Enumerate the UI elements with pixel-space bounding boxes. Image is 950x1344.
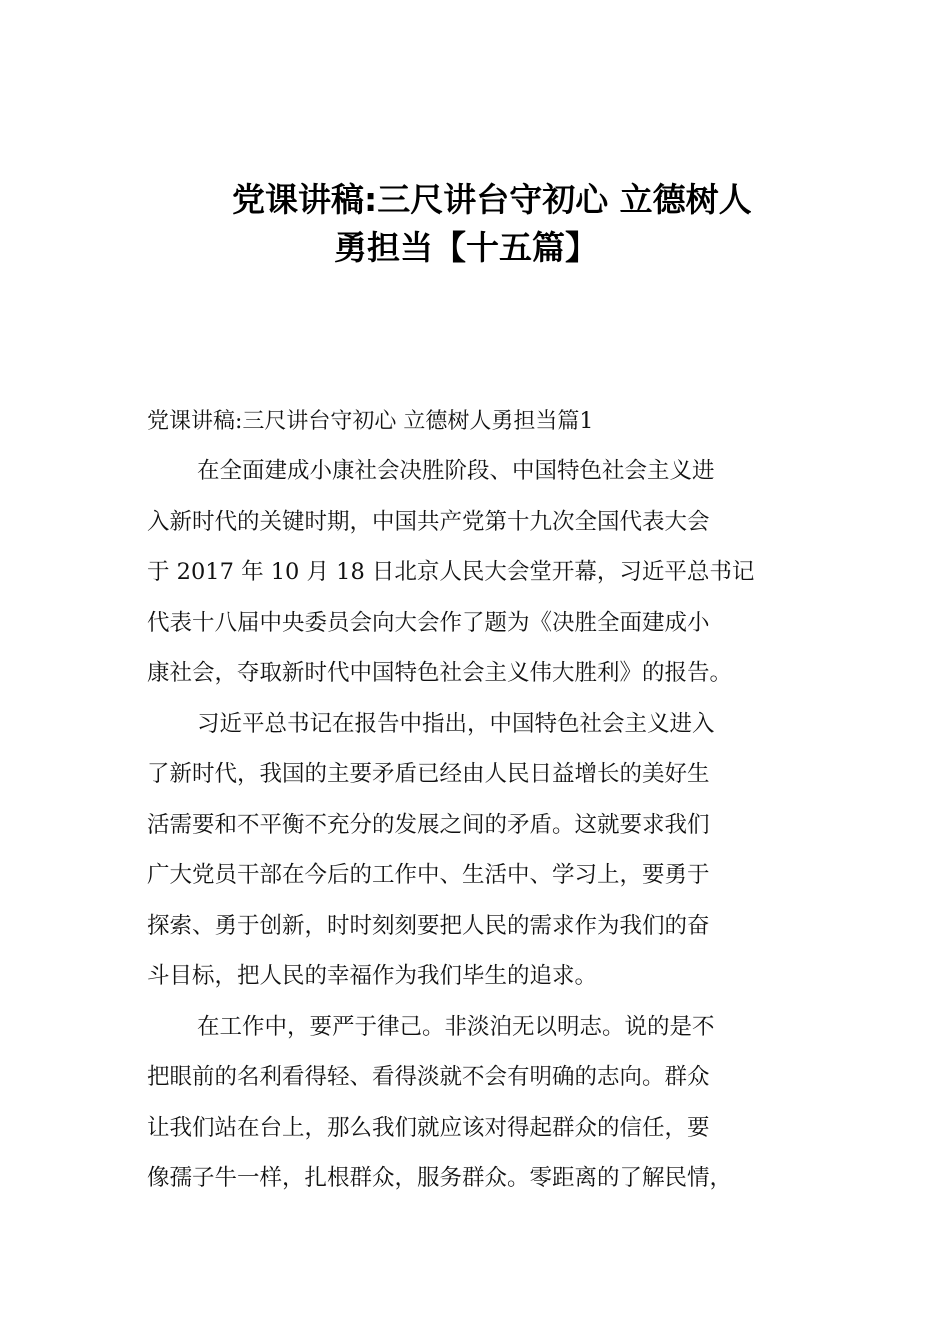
- paragraph-2: [147, 699, 807, 1002]
- paragraph-line: 把眼前的名利看得轻、看得淡就不会有明确的志向。群众: [147, 1064, 710, 1090]
- paragraph-line: 在工作中，要严于律己。非淡泊无以明志。说的是不: [197, 1013, 715, 1040]
- paragraph-line: 了新时代，我国的主要矛盾已经由人民日益增长的美好生: [147, 761, 710, 787]
- paragraph-line: 代表十八届中央委员会向大会作了题为《决胜全面建成小: [147, 609, 710, 636]
- paragraph-line: 探索、勇于创新，时时刻刻要把人民的需求作为我们的奋: [147, 912, 710, 939]
- paragraph-line: 习近平总书记在报告中指出，中国特色社会主义进入: [197, 710, 715, 737]
- document-title-line-1: 党课讲稿:三尺讲台守初心 立德树人: [232, 180, 752, 219]
- paragraph-1: [147, 446, 807, 699]
- paragraph-line: 于 2017 年 10 月 18 日北京人民大会堂开幕，习近平总书记: [147, 559, 755, 585]
- section-heading: 党课讲稿:三尺讲台守初心 立德树人勇担当篇1: [147, 409, 594, 434]
- document-title-line-2: 勇担当【十五篇】: [334, 228, 598, 267]
- paragraph-3: [147, 1002, 807, 1204]
- paragraph-line: 活需要和不平衡不充分的发展之间的矛盾。这就要求我们: [147, 811, 710, 838]
- paragraph-line: 让我们站在台上，那么我们就应该对得起群众的信任，要: [147, 1114, 710, 1141]
- paragraph-line: 入新时代的关键时期，中国共产党第十九次全国代表大会: [147, 508, 710, 535]
- document-body: [147, 446, 807, 1204]
- paragraph-line: 广大党员干部在今后的工作中、生活中、学习上，要勇于: [147, 862, 710, 888]
- paragraph-line: 康社会，夺取新时代中国特色社会主义伟大胜利》的报告。: [147, 660, 733, 686]
- paragraph-line: 像孺子牛一样，扎根群众，服务群众。零距离的了解民情，: [147, 1165, 733, 1191]
- paragraph-line: 在全面建成小康社会决胜阶段、中国特色社会主义进: [197, 458, 715, 484]
- document-title: [0, 176, 950, 272]
- paragraph-line: 斗目标，把人民的幸福作为我们毕生的追求。: [147, 963, 598, 989]
